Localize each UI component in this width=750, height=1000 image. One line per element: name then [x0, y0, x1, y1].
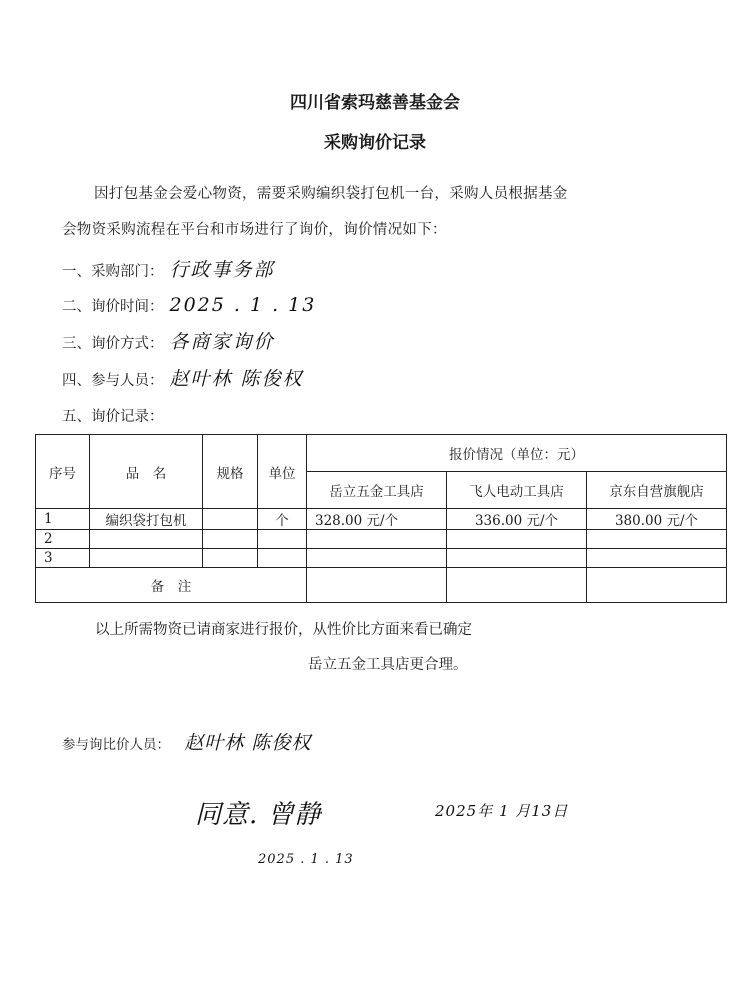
time-value-handwritten: 2025 . 1 . 13	[169, 294, 317, 316]
col-header-no: 序号	[36, 435, 90, 509]
row-name	[90, 530, 203, 549]
row-price	[447, 549, 587, 568]
row-name: 编织袋打包机	[90, 509, 203, 530]
conclusion-line-2: 岳立五金工具店更合理。	[308, 657, 468, 673]
table-row	[36, 530, 727, 549]
table-row	[36, 509, 727, 530]
row-spec	[203, 530, 258, 549]
approval-signature: 同意. 曾静	[195, 800, 322, 830]
row-spec	[203, 509, 258, 530]
row-price	[587, 530, 727, 549]
row-price: 336.00 元/个	[447, 509, 587, 530]
col-header-spec: 规格	[203, 435, 258, 509]
method-field	[62, 327, 275, 357]
row-price: 380.00 元/个	[587, 509, 727, 530]
remark-cell	[307, 568, 447, 603]
org-title: 四川省索玛慈善基金会	[290, 93, 460, 113]
intro-paragraph	[62, 176, 682, 248]
participants-label: 参与询比价人员：	[62, 737, 170, 753]
col-header-name: 品 名	[90, 435, 203, 509]
people-field	[62, 364, 304, 394]
participants-signature: 赵叶林 陈俊权	[184, 732, 312, 754]
time-field	[62, 290, 316, 320]
method-value-handwritten: 各商家询价	[169, 331, 275, 353]
vendor-header: 岳立五金工具店	[307, 472, 447, 509]
sign-date: 2025年 1 月13日	[435, 802, 569, 820]
people-value-handwritten: 赵叶林 陈俊权	[169, 368, 304, 390]
record-label: 五、询价记录：	[62, 409, 164, 425]
participants-row	[62, 728, 311, 755]
vendor-header: 京东自营旗舰店	[587, 472, 727, 509]
remark-cell	[447, 568, 587, 603]
time-label: 二、询价时间：	[62, 299, 164, 315]
row-no: 2	[36, 530, 90, 549]
people-label: 四、参与人员：	[62, 373, 164, 389]
conclusion-line-1: 以上所需物资已请商家进行报价，从性价比方面来看已确定	[95, 622, 472, 638]
row-unit: 个	[258, 509, 307, 530]
row-price	[307, 549, 447, 568]
doc-title: 采购询价记录	[324, 133, 426, 153]
price-inquiry-table	[35, 434, 727, 603]
approval-date-handwritten: 2025 . 1 . 13	[258, 852, 354, 867]
row-unit	[258, 549, 307, 568]
remark-row	[36, 568, 727, 603]
dept-value-handwritten: 行政事务部	[169, 259, 275, 281]
price-header: 报价情况（单位：元）	[307, 435, 727, 472]
col-header-unit: 单位	[258, 435, 307, 509]
row-price	[587, 549, 727, 568]
row-no: 1	[36, 509, 90, 530]
method-label: 三、询价方式：	[62, 336, 164, 352]
row-unit	[258, 530, 307, 549]
remark-cell	[587, 568, 727, 603]
intro-line-1: 因打包基金会爱心物资，需要采购编织袋打包机一台，采购人员根据基金	[94, 186, 568, 202]
intro-line-2: 会物资采购流程在平台和市场进行了询价，询价情况如下：	[62, 222, 447, 238]
row-price: 328.00 元/个	[307, 509, 447, 530]
row-spec	[203, 549, 258, 568]
vendor-header: 飞人电动工具店	[447, 472, 587, 509]
record-field	[62, 402, 164, 432]
row-no: 3	[36, 549, 90, 568]
dept-field	[62, 255, 275, 285]
table-row	[36, 549, 727, 568]
row-price	[307, 530, 447, 549]
row-name	[90, 549, 203, 568]
remark-label: 备 注	[36, 568, 307, 603]
dept-label: 一、采购部门：	[62, 264, 164, 280]
row-price	[447, 530, 587, 549]
